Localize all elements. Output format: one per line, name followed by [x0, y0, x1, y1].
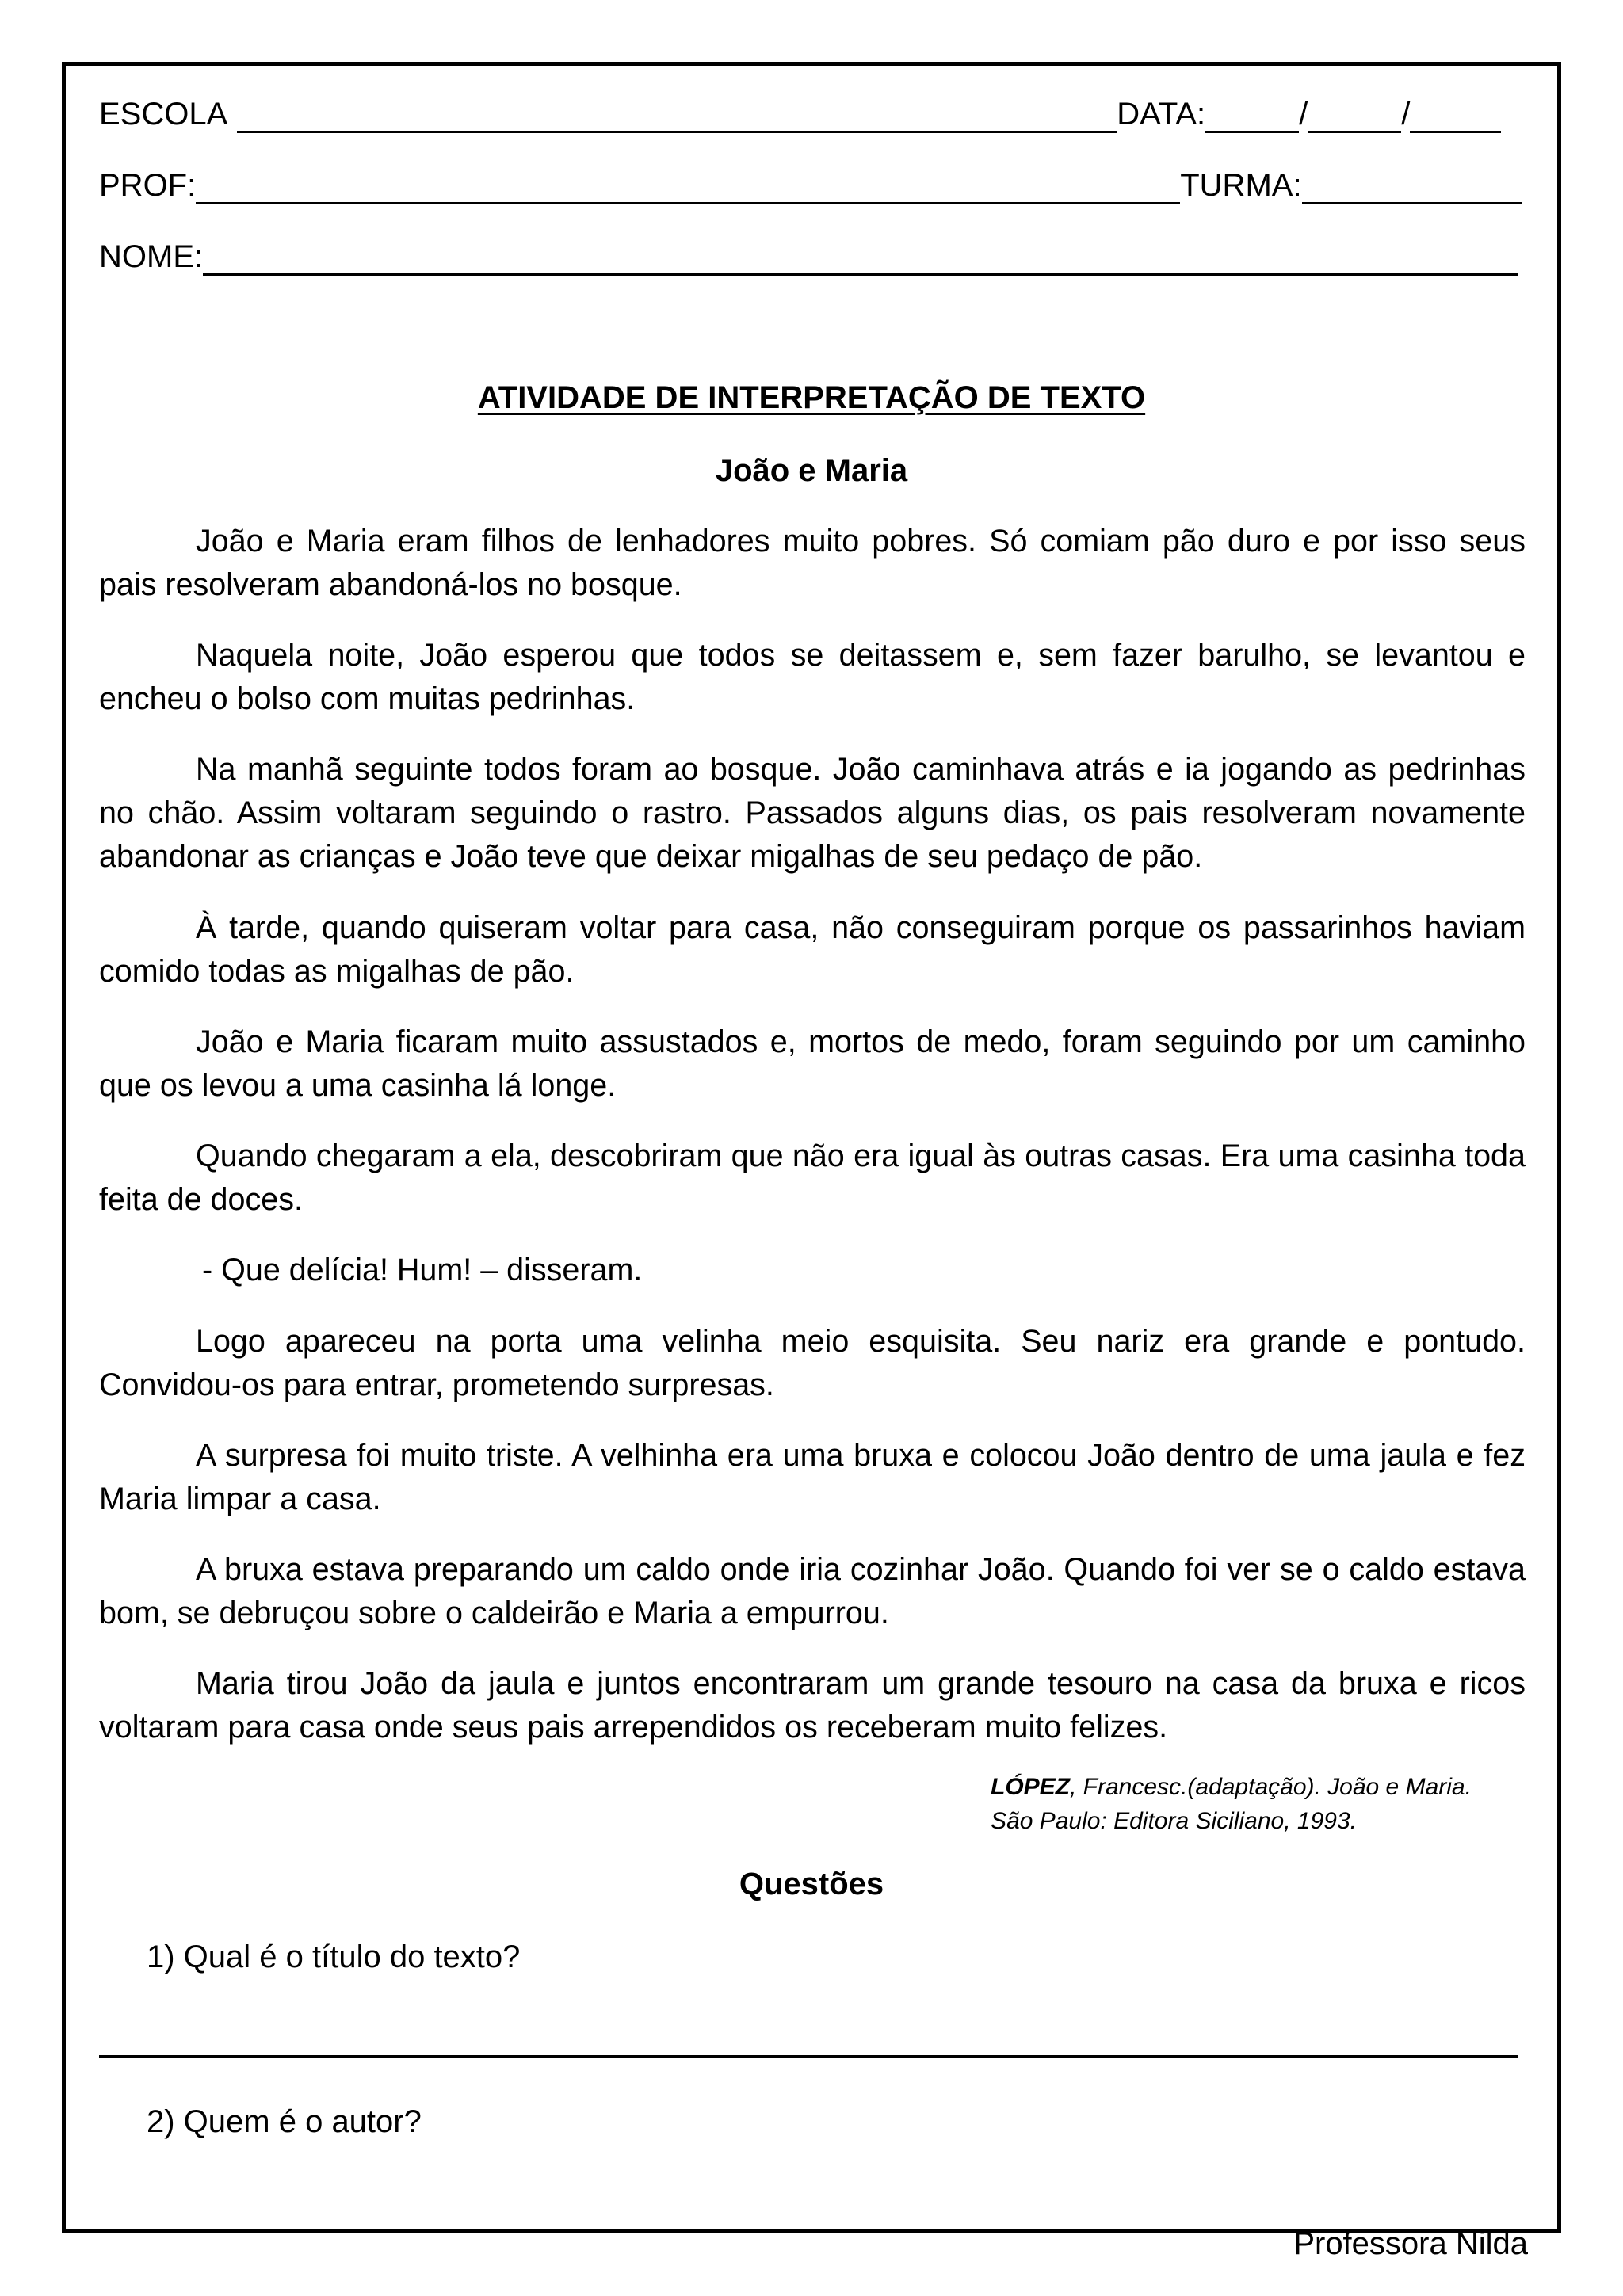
reference-line-2: São Paulo: Editora Siciliano, 1993.: [991, 1808, 1357, 1834]
question-2: 2) Quem é o autor?: [147, 2104, 422, 2139]
reference-line-1: [991, 1770, 1472, 1804]
paragraph: Quando chegaram a ela, descobriram que não era igual às outras casas. Era uma casinha toda feita de doces.: [99, 1138, 1526, 1217]
prof-field[interactable]: [196, 174, 1180, 204]
nome-label: NOME:: [99, 239, 204, 274]
paragraph: Logo apareceu na porta uma velinha meio esquisita. Seu nariz era grande e pontudo. Convidou-os para entrar, prometendo surpresas.: [99, 1324, 1526, 1402]
paragraph-dialogue: - Que delícia! Hum! – disseram.: [202, 1253, 643, 1287]
prof-label: PROF:: [99, 168, 197, 203]
escola-label: ESCOLA: [99, 97, 228, 132]
paragraph: Naquela noite, João esperou que todos se deitassem e, sem fazer barulho, se levantou e encheu o bolso com muitas pedrinhas.: [99, 638, 1526, 716]
date-slash-1: /: [1299, 97, 1308, 132]
turma-field[interactable]: [1302, 174, 1522, 204]
date-day-field[interactable]: [1205, 102, 1299, 133]
escola-field[interactable]: [237, 102, 1117, 133]
activity-title-text: ATIVIDADE DE INTERPRETAÇÃO DE TEXTO: [477, 380, 1146, 415]
story-title: João e Maria: [715, 453, 908, 488]
date-slash-2: /: [1401, 97, 1411, 132]
nome-field[interactable]: [203, 245, 1518, 276]
turma-label: TURMA:: [1180, 168, 1302, 203]
paragraph: A surpresa foi muito triste. A velhinha era uma bruxa e colocou João dentro de uma jaula e fez Maria limpar a casa.: [99, 1438, 1526, 1516]
signature: Professora Nilda: [1293, 2226, 1528, 2261]
paragraph: João e Maria eram filhos de lenhadores muito pobres. Só comiam pão duro e por isso seus pais resolveram abandoná-los no bosque.: [99, 524, 1526, 602]
data-label: DATA:: [1117, 97, 1206, 132]
activity-title: [0, 380, 1623, 416]
paragraph: Na manhã seguinte todos foram ao bosque. João caminhava atrás e ia jogando as pedrinhas no chão. Assim voltaram seguindo o rastro. Passados alguns dias, os pais resolveram novamente abandonar as crianças e João teve que deixar migalhas de seu pedaço de pão.: [99, 752, 1526, 874]
header-row-prof: [99, 166, 1522, 204]
paragraph: Maria tirou João da jaula e juntos encontraram um grande tesouro na casa da bruxa e ricos voltaram para casa onde seus pais arrependidos os receberam muito felizes.: [99, 1666, 1526, 1745]
paragraph: À tarde, quando quiseram voltar para casa, não conseguiram porque os passarinhos haviam comido todas as migalhas de pão.: [99, 910, 1526, 989]
header-row-escola: [99, 95, 1501, 133]
date-month-field[interactable]: [1308, 102, 1401, 133]
reference-author: LÓPEZ: [991, 1774, 1071, 1800]
reference-work: , Francesc.(adaptação). João e Maria.: [1070, 1774, 1472, 1800]
reference: [991, 1770, 1472, 1838]
paragraph: João e Maria ficaram muito assustados e, mortos de medo, foram seguindo por um caminho que os levou a uma casinha lá longe.: [99, 1024, 1526, 1103]
date-year-field[interactable]: [1410, 102, 1501, 133]
header-row-nome: [99, 238, 1518, 276]
questions-title: Questões: [739, 1867, 884, 1901]
paragraph: A bruxa estava preparando um caldo onde iria cozinhar João. Quando foi ver se o caldo estava bom, se debruçou sobre o caldeirão e Maria a empurrou.: [99, 1552, 1526, 1630]
question-1: 1) Qual é o título do texto?: [147, 1939, 521, 1974]
answer-line-1[interactable]: [99, 2055, 1518, 2058]
